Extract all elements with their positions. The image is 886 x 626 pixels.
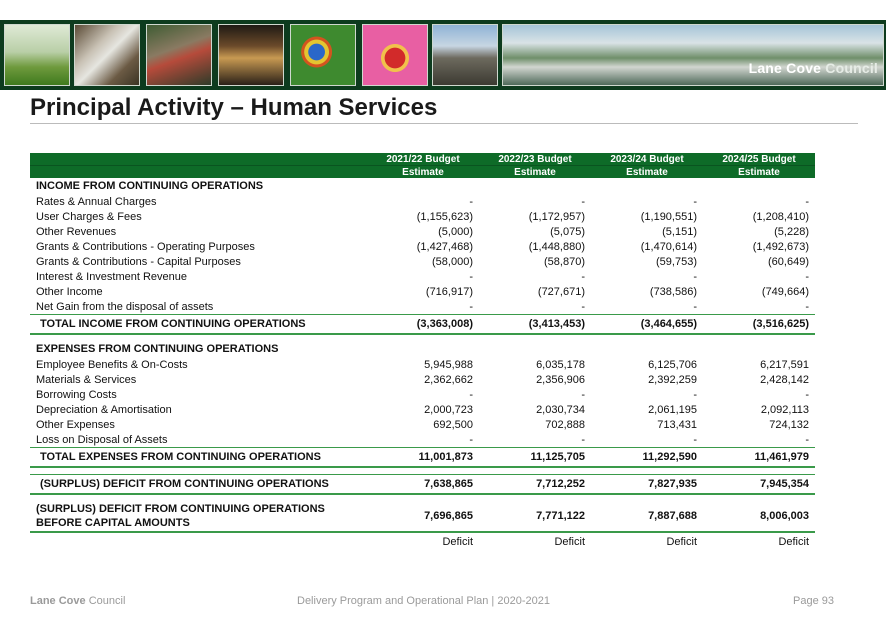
table-row xyxy=(30,194,815,209)
row-value: (60,649) xyxy=(768,255,809,268)
row-value: - xyxy=(805,433,809,446)
table-row xyxy=(30,357,815,372)
row-value: (738,586) xyxy=(649,285,697,298)
row-value: 11,001,873 xyxy=(367,448,479,468)
col-header-year: 2024/25 Budget xyxy=(703,153,815,166)
row-value: 7,712,252 xyxy=(479,475,591,495)
table-row xyxy=(30,224,815,239)
brand-logo-text xyxy=(749,60,878,76)
row-value: 7,887,688 xyxy=(591,501,703,532)
row-value: 2,061,195 xyxy=(648,403,697,416)
dancers-photo xyxy=(146,24,212,86)
row-label: Other Expenses xyxy=(36,418,115,431)
table-row xyxy=(30,284,815,299)
row-value: - xyxy=(581,388,585,401)
row-value: - xyxy=(805,270,809,283)
footer-document: Delivery Program and Operational Plan | 2020-2021 xyxy=(297,595,550,607)
row-label: Materials & Services xyxy=(36,373,137,386)
row-value: 6,035,178 xyxy=(536,358,585,371)
total-row xyxy=(30,448,815,468)
result-label: Deficit xyxy=(554,536,585,548)
row-value: - xyxy=(693,270,697,283)
row-value: (1,208,410) xyxy=(752,210,809,223)
page-title: Principal Activity – Human Services xyxy=(30,94,438,121)
row-value: 2,356,906 xyxy=(536,373,585,386)
row-label: Employee Benefits & On-Costs xyxy=(36,358,188,371)
row-value: (5,000) xyxy=(438,225,473,238)
table-row xyxy=(30,269,815,284)
row-value: (58,000) xyxy=(432,255,473,268)
spacer-row xyxy=(30,334,815,341)
table-row xyxy=(30,299,815,315)
spacer xyxy=(30,334,815,341)
table-row xyxy=(30,372,815,387)
row-value: (3,363,008) xyxy=(367,315,479,335)
result-label: Deficit xyxy=(778,536,809,548)
spacer-row xyxy=(30,467,815,475)
meadow-photo xyxy=(4,24,70,86)
row-value: 7,945,354 xyxy=(703,475,815,495)
row-label: Loss on Disposal of Assets xyxy=(36,433,168,446)
table-row xyxy=(30,417,815,432)
row-value: 2,392,259 xyxy=(648,373,697,386)
row-value: (59,753) xyxy=(656,255,697,268)
surplus-row xyxy=(30,475,815,495)
result-row xyxy=(30,532,815,551)
spacer xyxy=(30,467,815,475)
header-blank xyxy=(30,166,367,179)
row-label: Depreciation & Amortisation xyxy=(36,403,172,416)
row-value: - xyxy=(693,195,697,208)
row-value: (1,190,551) xyxy=(640,210,697,223)
row-value: 2,092,113 xyxy=(760,403,809,416)
table-row xyxy=(30,254,815,269)
row-value: (5,151) xyxy=(662,225,697,238)
row-value: (1,470,614) xyxy=(640,240,697,253)
row-value: - xyxy=(693,388,697,401)
row-label: Other Income xyxy=(36,285,103,298)
table-row xyxy=(30,387,815,402)
row-label: User Charges & Fees xyxy=(36,210,142,223)
row-value: - xyxy=(581,270,585,283)
row-value: 7,696,865 xyxy=(367,501,479,532)
row-value: 2,030,734 xyxy=(536,403,585,416)
row-value: (1,492,673) xyxy=(752,240,809,253)
row-value: (1,155,623) xyxy=(416,210,473,223)
row-value: - xyxy=(581,300,585,313)
table-row xyxy=(30,402,815,417)
building-photo xyxy=(432,24,498,86)
row-value: (1,427,468) xyxy=(416,240,473,253)
row-label xyxy=(30,501,367,532)
row-label: Grants & Contributions - Operating Purposes xyxy=(36,240,255,253)
row-value: (58,870) xyxy=(544,255,585,268)
row-value: - xyxy=(805,388,809,401)
col-header-year: 2021/22 Budget xyxy=(367,153,479,166)
row-value: 2,362,662 xyxy=(424,373,473,386)
waterfall-photo xyxy=(74,24,140,86)
total-row xyxy=(30,315,815,335)
spacer xyxy=(30,494,815,501)
row-value: (3,413,453) xyxy=(479,315,591,335)
col-header-sub: Estimate xyxy=(479,166,591,179)
table-row xyxy=(30,432,815,448)
col-header-year: 2022/23 Budget xyxy=(479,153,591,166)
col-header-sub: Estimate xyxy=(591,166,703,179)
brand-name: Lane Cove xyxy=(748,60,822,76)
row-value: (727,671) xyxy=(537,285,585,298)
row-label: Rates & Annual Charges xyxy=(36,195,157,208)
row-label xyxy=(30,532,367,551)
row-value: 713,431 xyxy=(657,418,697,431)
row-value: - xyxy=(469,270,473,283)
row-value: (5,228) xyxy=(774,225,809,238)
row-value: 702,888 xyxy=(545,418,585,431)
surplus-before-capital-row xyxy=(30,501,815,532)
street-night-photo xyxy=(218,24,284,86)
row-value: 7,827,935 xyxy=(591,475,703,495)
row-value: 11,125,705 xyxy=(479,448,591,468)
header-banner xyxy=(0,20,886,90)
row-label: TOTAL EXPENSES FROM CONTINUING OPERATIONS xyxy=(30,448,367,468)
row-value: (716,917) xyxy=(425,285,473,298)
performer-photo xyxy=(362,24,428,86)
row-label: Interest & Investment Revenue xyxy=(36,270,188,283)
row-value: - xyxy=(469,388,473,401)
section-heading xyxy=(30,178,815,194)
row-value: 724,132 xyxy=(769,418,809,431)
row-value: - xyxy=(693,300,697,313)
footer-page-number: Page 93 xyxy=(793,595,834,607)
budget-table xyxy=(30,153,815,551)
row-value: 11,461,979 xyxy=(703,448,815,468)
row-value: - xyxy=(693,433,697,446)
spacer-row xyxy=(30,494,815,501)
row-value: (749,664) xyxy=(761,285,809,298)
col-header-sub: Estimate xyxy=(703,166,815,179)
row-value: (1,448,880) xyxy=(528,240,585,253)
col-header-sub: Estimate xyxy=(367,166,479,179)
result-label: Deficit xyxy=(442,536,473,548)
row-value: - xyxy=(805,195,809,208)
row-value: 692,500 xyxy=(433,418,473,431)
row-label: Other Revenues xyxy=(36,225,117,238)
row-value: (5,075) xyxy=(550,225,585,238)
row-label: Net Gain from the disposal of assets xyxy=(36,300,214,313)
row-value: - xyxy=(469,433,473,446)
row-value: 2,428,142 xyxy=(760,373,809,386)
section-heading-label: EXPENSES FROM CONTINUING OPERATIONS xyxy=(36,343,279,355)
section-heading xyxy=(30,341,815,357)
row-label-line1: (SURPLUS) DEFICIT FROM CONTINUING OPERATIONS xyxy=(36,503,325,515)
row-value: (1,172,957) xyxy=(528,210,585,223)
brand-suffix: Council xyxy=(825,60,878,76)
row-value: (3,516,625) xyxy=(703,315,815,335)
table-row xyxy=(30,209,815,224)
row-label-line2: BEFORE CAPITAL AMOUNTS xyxy=(36,517,190,529)
row-value: 11,292,590 xyxy=(591,448,703,468)
row-value: - xyxy=(581,433,585,446)
row-label: (SURPLUS) DEFICIT FROM CONTINUING OPERATIONS xyxy=(30,475,367,495)
row-value: 5,945,988 xyxy=(424,358,473,371)
footer-org-suffix: Council xyxy=(85,595,126,607)
row-value: - xyxy=(469,300,473,313)
table-row xyxy=(30,239,815,254)
row-value: - xyxy=(805,300,809,313)
parrot-photo xyxy=(290,24,356,86)
row-value: - xyxy=(581,195,585,208)
header-blank xyxy=(30,153,367,166)
row-value: 7,638,865 xyxy=(367,475,479,495)
section-heading-label: INCOME FROM CONTINUING OPERATIONS xyxy=(36,180,264,192)
row-label: Grants & Contributions - Capital Purposes xyxy=(36,255,241,268)
col-header-year: 2023/24 Budget xyxy=(591,153,703,166)
row-value: - xyxy=(469,195,473,208)
row-value: (3,464,655) xyxy=(591,315,703,335)
footer-org xyxy=(30,595,125,607)
result-label: Deficit xyxy=(666,536,697,548)
waterfront-photo xyxy=(502,24,884,86)
footer-org-name: Lane Cove xyxy=(30,595,86,607)
row-label: Borrowing Costs xyxy=(36,388,117,401)
title-divider xyxy=(30,123,858,124)
row-value: 7,771,122 xyxy=(479,501,591,532)
row-value: 6,125,706 xyxy=(648,358,697,371)
row-value: 8,006,003 xyxy=(703,501,815,532)
row-label: TOTAL INCOME FROM CONTINUING OPERATIONS xyxy=(30,315,367,335)
row-value: 6,217,591 xyxy=(760,358,809,371)
row-value: 2,000,723 xyxy=(424,403,473,416)
